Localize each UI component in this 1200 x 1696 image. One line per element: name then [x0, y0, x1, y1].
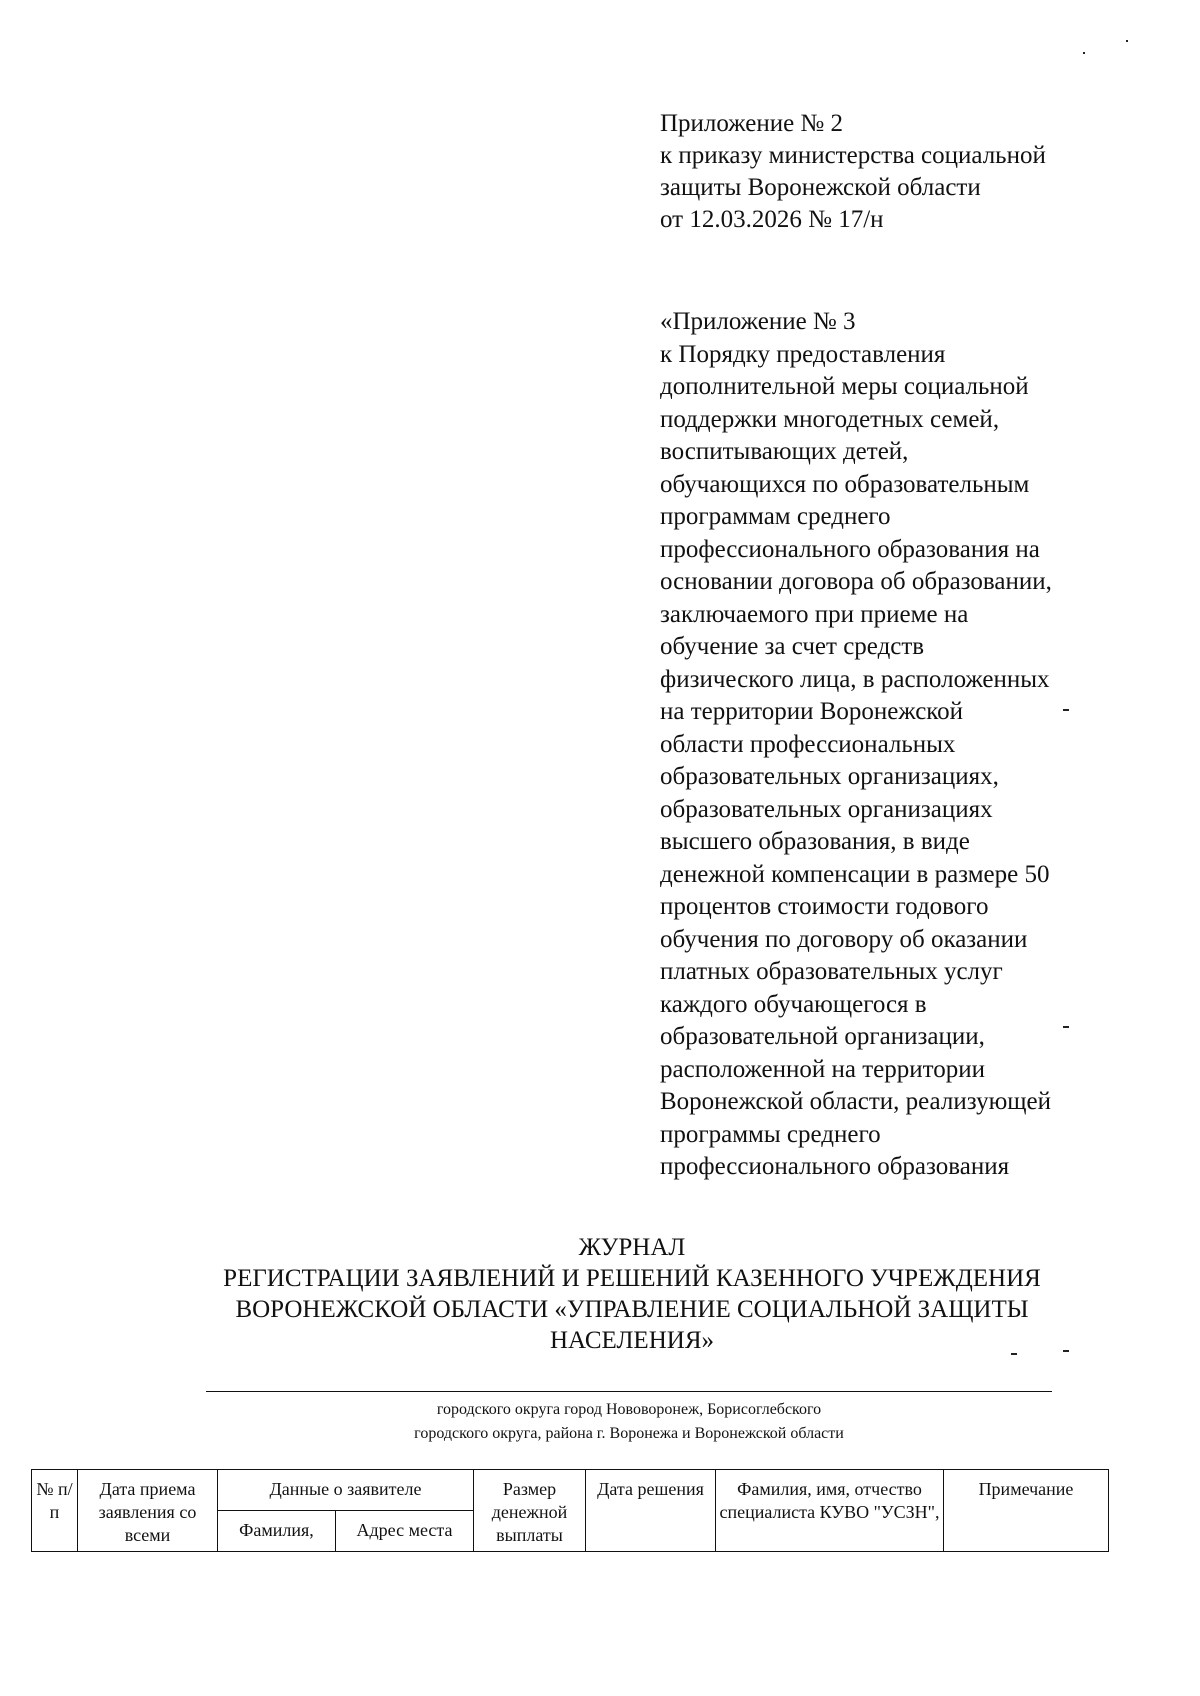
fill-in-underline	[206, 1391, 1052, 1392]
header-applicant-data: Данные о заявителе	[218, 1470, 474, 1511]
order-line: дополнительной меры социальной	[660, 373, 1029, 400]
order-appendix	[660, 306, 1130, 1184]
order-line: образовательных организациях	[660, 795, 993, 823]
scan-speck	[1126, 40, 1128, 42]
appendix-header	[660, 108, 1120, 236]
order-line: воспитывающих детей,	[660, 438, 909, 465]
journal-subtitle	[206, 1398, 1052, 1446]
order-line: программы среднего	[660, 1120, 881, 1148]
order-line: на территории Воронежской	[660, 698, 964, 725]
order-line: денежной компенсации в размере 50	[660, 860, 1050, 888]
journal-title-line: НАСЕЛЕНИЯ»	[550, 1327, 714, 1354]
journal-title	[120, 1232, 1144, 1356]
order-line: основании договора об образовании,	[660, 568, 1052, 595]
scan-speck	[1083, 52, 1085, 54]
header-date-received: Дата приема заявления со всеми	[78, 1470, 218, 1552]
order-line: обучающихся по образовательным	[660, 470, 1030, 498]
order-line: процентов стоимости годового	[660, 893, 989, 920]
table-header-row	[32, 1470, 1109, 1511]
order-line: профессионального образования	[660, 1153, 1010, 1180]
order-line: образовательной организации,	[660, 1023, 985, 1050]
appendix-line: от 12.03.2026 № 17/н	[660, 206, 884, 233]
header-specialist: Фамилия, имя, отчество специалиста КУВО "УСЗН",	[716, 1470, 944, 1552]
order-line: физического лица, в расположенных	[660, 665, 1050, 693]
scan-speck	[1063, 1350, 1069, 1352]
order-line: поддержки многодетных семей,	[660, 405, 1000, 433]
header-number: № п/п	[32, 1470, 78, 1552]
scan-speck	[1063, 1026, 1069, 1028]
order-line: расположенной на территории	[660, 1055, 985, 1083]
appendix-line: Приложение № 2	[660, 110, 844, 137]
appendix-line: защиты Воронежской области	[660, 174, 981, 201]
order-line: платных образовательных услуг	[660, 958, 1003, 985]
header-decision-date: Дата решения	[586, 1470, 716, 1552]
order-line: высшего образования, в виде	[660, 828, 970, 855]
order-line: каждого обучающегося в	[660, 990, 927, 1018]
order-line: обучение за счет средств	[660, 633, 925, 660]
subtitle-line: городского округа город Нововоронеж, Борисоглебского	[436, 1401, 822, 1418]
order-line: заключаемого при приеме на	[660, 600, 969, 628]
appendix-line: к приказу министерства социальной	[660, 142, 1046, 169]
order-line: Воронежской области, реализующей	[660, 1088, 1051, 1115]
order-line: обучения по договору об оказании	[660, 925, 1028, 953]
header-surname: Фамилия,	[218, 1511, 336, 1552]
header-note: Примечание	[944, 1470, 1109, 1552]
order-line: образовательных организациях,	[660, 763, 999, 790]
journal-title-line: ВОРОНЕЖСКОЙ ОБЛАСТИ «УПРАВЛЕНИЕ СОЦИАЛЬНОЙ ЗАЩИТЫ	[235, 1296, 1029, 1323]
scan-speck	[1063, 709, 1069, 711]
order-line: программам среднего	[660, 503, 891, 530]
order-line: к Порядку предоставления	[660, 340, 946, 368]
order-line: «Приложение № 3	[660, 308, 856, 335]
order-line: области профессиональных	[660, 730, 956, 758]
header-payment-amount: Размер денежной выплаты	[474, 1470, 586, 1552]
journal-table	[31, 1469, 1109, 1552]
scan-speck	[1011, 1353, 1017, 1355]
journal-title-line: ЖУРНАЛ	[578, 1234, 686, 1261]
subtitle-line: городского округа, района г. Воронежа и Воронежской области	[414, 1425, 844, 1442]
journal-title-line: РЕГИСТРАЦИИ ЗАЯВЛЕНИЙ И РЕШЕНИЙ КАЗЕННОГО УЧРЕЖДЕНИЯ	[223, 1265, 1041, 1292]
order-line: профессионального образования на	[660, 535, 1040, 563]
header-address: Адрес места	[336, 1511, 474, 1552]
